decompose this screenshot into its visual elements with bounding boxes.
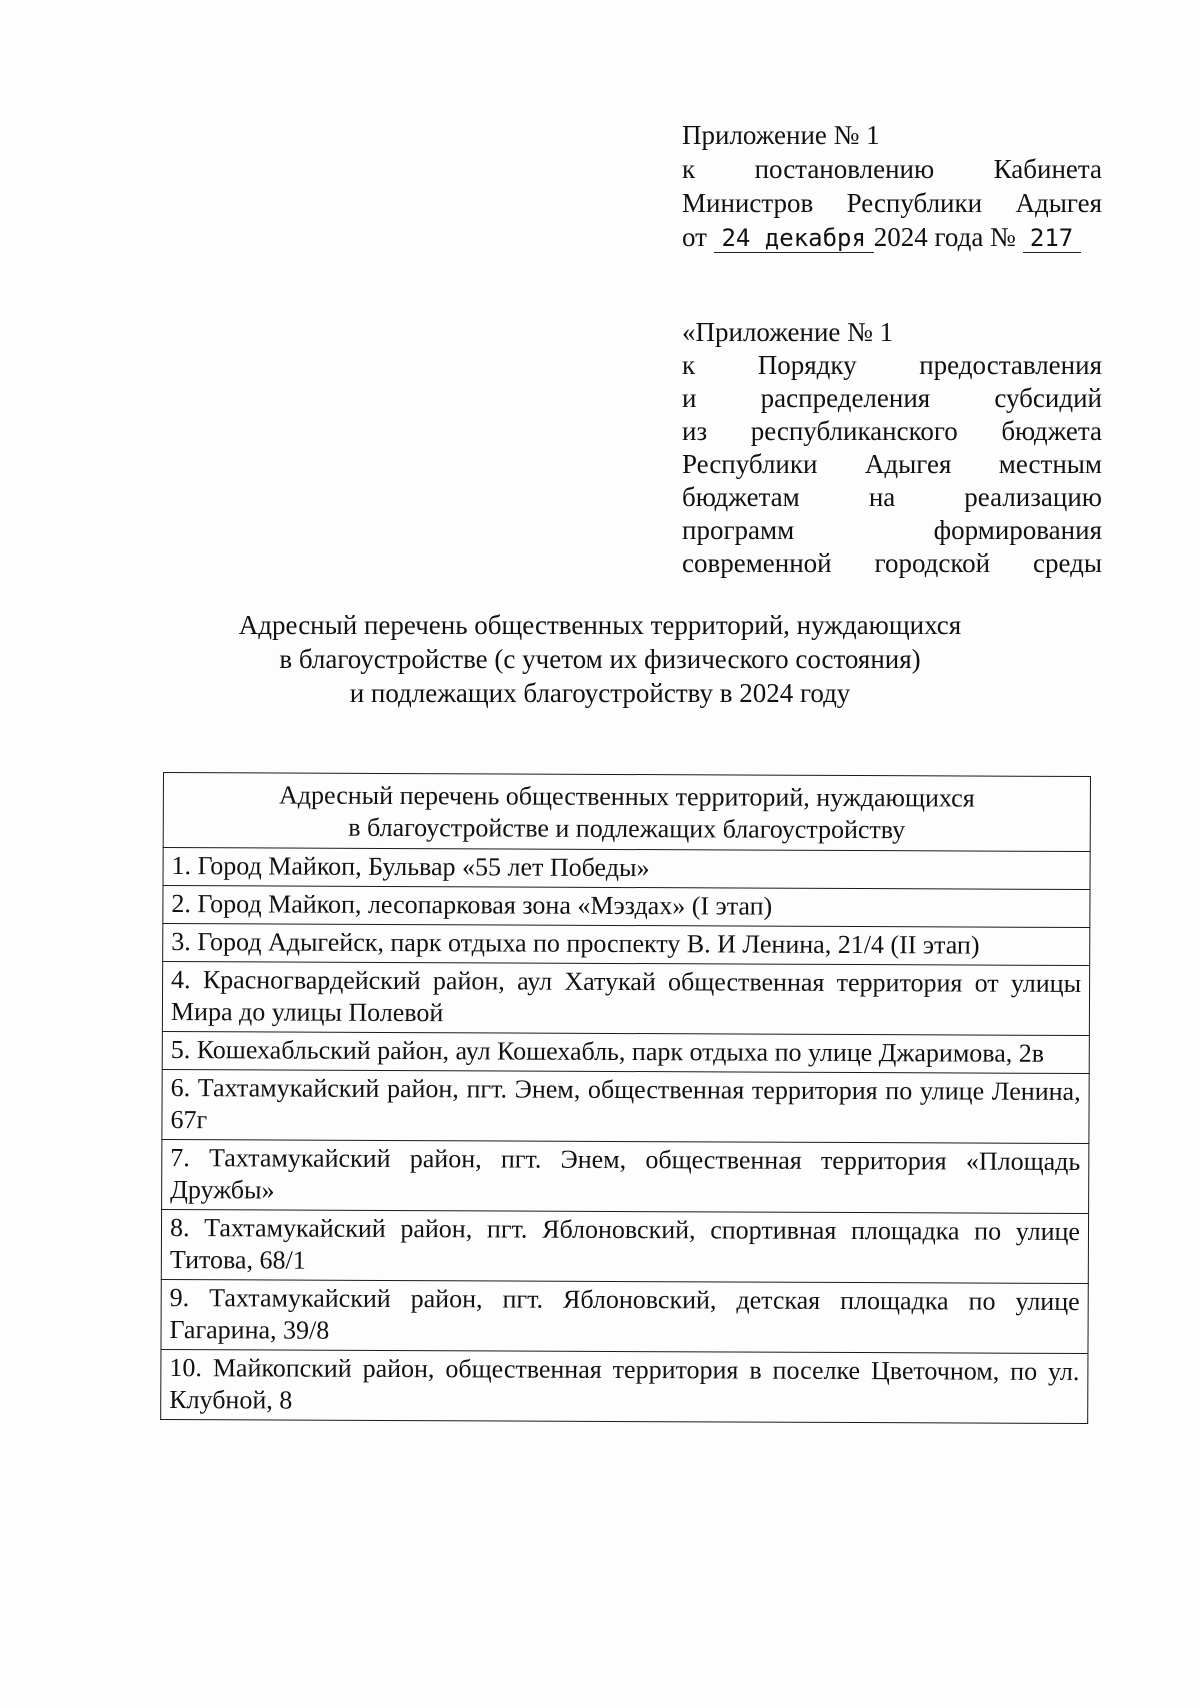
annex-1-word: Адыгея bbox=[1015, 188, 1102, 218]
annex-2-line bbox=[682, 547, 1102, 580]
annex-2-line bbox=[682, 514, 1102, 547]
annex-2-word: реализацию bbox=[964, 482, 1102, 512]
annex-1-date-line bbox=[682, 220, 1102, 254]
table-header-cell bbox=[163, 773, 1090, 852]
table-header-line: Адресный перечень общественных территорий, нуждающихся bbox=[279, 780, 975, 813]
date-prefix: от bbox=[682, 222, 707, 252]
annex-2-word: городской bbox=[874, 548, 991, 578]
table-row bbox=[162, 1069, 1089, 1143]
annex-2-word: современной bbox=[682, 548, 832, 578]
table-cell: 8. Тахтамукайский район, пгт. Яблоновский, спортивная площадка по улице Титова, 68/1 bbox=[161, 1209, 1088, 1283]
heading-line: в благоустройстве (с учетом их физического состояния) bbox=[279, 644, 921, 674]
annex-1-word: постановлению bbox=[754, 154, 935, 184]
annex-2-word: бюджетам bbox=[682, 482, 800, 512]
annex-2-word: и bbox=[682, 383, 697, 413]
table-row bbox=[163, 848, 1090, 890]
table-cell: 4. Красногвардейский район, аул Хатукай общественная территория от улицы Мира до улицы Полевой bbox=[162, 962, 1089, 1036]
annex-2-word: формирования bbox=[933, 515, 1102, 545]
annex-2-word: бюджета bbox=[1001, 416, 1102, 446]
annex-2-word: республиканского bbox=[750, 416, 958, 446]
annex-1-word: Министров bbox=[682, 188, 814, 218]
heading-line: Адресный перечень общественных территорий, нуждающихся bbox=[238, 610, 962, 640]
annex-2-word: распределения bbox=[760, 383, 931, 413]
document-number-field: 217 bbox=[1023, 224, 1081, 253]
annex-2-block bbox=[682, 316, 1102, 580]
table-row bbox=[161, 1349, 1088, 1423]
table-cell: 5. Кошехабльский район, аул Кошехабль, парк отдыха по улице Джаримова, 2в bbox=[162, 1031, 1089, 1073]
table-row bbox=[163, 924, 1090, 966]
annex-2-title: «Приложение № 1 bbox=[682, 317, 894, 347]
annex-2-word: субсидий bbox=[994, 383, 1102, 413]
table-cell: 6. Тахтамукайский район, пгт. Энем, общественная территория по улице Ленина, 67г bbox=[162, 1069, 1089, 1143]
annex-2-line bbox=[682, 382, 1102, 415]
date-suffix: 2024 года № bbox=[873, 222, 1016, 252]
table-cell: 10. Майкопский район, общественная территория в поселке Цветочном, по ул. Клубной, 8 bbox=[161, 1349, 1088, 1423]
table-cell: 2. Город Майкоп, лесопарковая зона «Мэздах» (I этап) bbox=[163, 886, 1090, 928]
annex-2-word: к bbox=[682, 350, 696, 380]
table-cell: 7. Тахтамукайский район, пгт. Энем, общественная территория «Площадь Дружбы» bbox=[162, 1139, 1089, 1213]
table-row bbox=[163, 886, 1090, 928]
annex-2-word: Республики bbox=[682, 449, 818, 479]
annex-2-line bbox=[682, 481, 1102, 514]
table-row bbox=[161, 1209, 1088, 1283]
table-cell: 3. Город Адыгейск, парк отдыха по проспекту В. И Ленина, 21/4 (II этап) bbox=[163, 924, 1090, 966]
heading-line: и подлежащих благоустройству в 2024 году bbox=[349, 678, 851, 708]
annex-1-block bbox=[682, 118, 1102, 254]
annex-2-word: из bbox=[682, 416, 708, 446]
table-cell: 9. Тахтамукайский район, пгт. Яблоновский, детская площадка по улице Гагарина, 39/8 bbox=[161, 1279, 1088, 1353]
annex-1-word: к bbox=[682, 154, 696, 184]
document-heading bbox=[160, 608, 1040, 710]
table-row bbox=[162, 1031, 1089, 1073]
annex-2-word: среды bbox=[1033, 548, 1102, 578]
address-list-table bbox=[160, 772, 1091, 1424]
table-header-row bbox=[163, 773, 1090, 852]
table-row bbox=[162, 1139, 1089, 1213]
annex-2-line bbox=[682, 448, 1102, 481]
date-field: 24 декабря bbox=[714, 224, 874, 253]
annex-2-line bbox=[682, 349, 1102, 382]
annex-1-word: Кабинета bbox=[993, 154, 1102, 184]
table-header-line: в благоустройстве и подлежащих благоустройству bbox=[348, 812, 906, 845]
annex-1-line-3 bbox=[682, 186, 1102, 220]
annex-2-word: программ bbox=[682, 515, 795, 545]
annex-2-word: предоставления bbox=[919, 350, 1102, 380]
annex-1-title: Приложение № 1 bbox=[682, 120, 880, 150]
table-row bbox=[161, 1279, 1088, 1353]
annex-2-line bbox=[682, 415, 1102, 448]
annex-2-word: местным bbox=[998, 449, 1102, 479]
annex-1-word: Республики bbox=[846, 188, 983, 218]
annex-1-line-2 bbox=[682, 152, 1102, 186]
annex-2-word: Порядку bbox=[757, 350, 857, 380]
table-row bbox=[162, 962, 1089, 1036]
table-cell: 1. Город Майкоп, Бульвар «55 лет Победы» bbox=[163, 848, 1090, 890]
annex-2-word: Адыгея bbox=[864, 449, 952, 479]
annex-2-word: на bbox=[868, 482, 896, 512]
